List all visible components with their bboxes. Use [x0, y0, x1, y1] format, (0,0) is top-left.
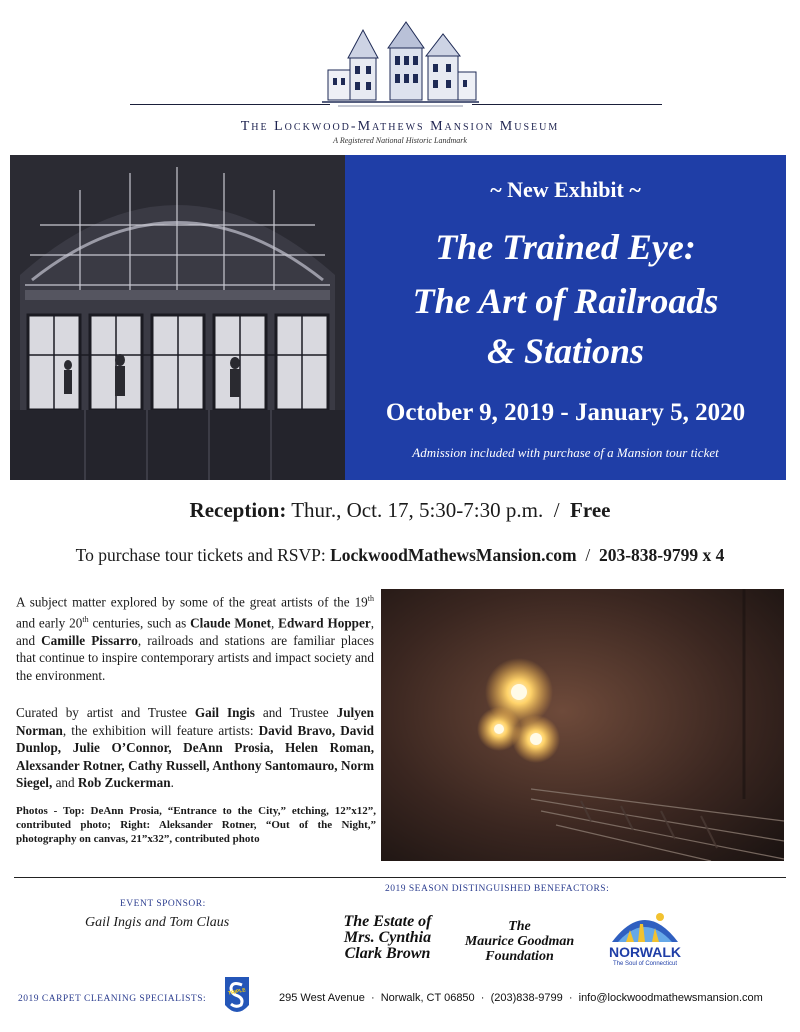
p1-text-4: ,	[270, 615, 279, 631]
benefactor2-line3: Foundation	[485, 949, 554, 964]
new-exhibit-kicker: ~ New Exhibit ~	[490, 177, 641, 202]
p1-text-3: centuries, such as	[88, 615, 191, 631]
p1-text-2: and early 20	[16, 615, 83, 631]
contact-line: 295 West Avenue · Norwalk, CT 06850 · (203)838-9799 · info@lockwoodmathewsmansion.com	[279, 992, 763, 1004]
rsvp-line	[0, 545, 800, 566]
benefactor2-line1: The	[508, 919, 531, 934]
contact-email[interactable]: info@lockwoodmathewsmansion.com	[578, 992, 763, 1004]
curators-paragraph	[16, 704, 374, 792]
p2-text-1: Curated by artist and Trustee	[16, 705, 195, 720]
contact-phone: (203)838-9799	[490, 992, 563, 1004]
p1-sup-1: th	[367, 594, 374, 603]
featured-artists: David Bravo, David Dunlop, Julie O’Connor, DeAnn Prosia, Helen Roman, Alexsander Rotner, Cathy Russell, Anthony Santomauro, Norm Siegel,	[16, 722, 374, 790]
artist-monet: Claude Monet	[190, 615, 271, 631]
p2-text-5: .	[170, 775, 174, 790]
exhibit-title-line-2: The Art of Railroads	[412, 281, 719, 321]
reception-label: Reception:	[189, 498, 287, 522]
p2-text-2: and Trustee	[254, 705, 337, 720]
exhibit-title-line-3: & Stations	[486, 331, 645, 371]
norwalk-logo-text: NORWALK	[608, 944, 682, 960]
artist-hopper: Edward Hopper	[278, 615, 371, 631]
p1-text-6: , railroads and stations are familiar places that continue to inspire contemporary artists and impact society and the environment.	[16, 632, 374, 683]
benefactor1-line2: Mrs. Cynthia	[343, 929, 432, 946]
benefactor1-line3: Clark Brown	[344, 945, 431, 962]
station-entrance-etching	[10, 155, 345, 480]
norwalk-logo	[600, 908, 690, 972]
street-address: 295 West Avenue	[279, 992, 365, 1004]
event-sponsor-name: Gail Ingis and Tom Claus	[85, 915, 230, 930]
mansion-illustration	[318, 18, 483, 108]
exhibit-info-panel	[345, 155, 786, 480]
exhibit-dates: October 9, 2019 - January 5, 2020	[385, 399, 746, 426]
museum-name: The Lockwood-Mathews Mansion Museum	[240, 119, 560, 134]
benefactor1-line1: The Estate of	[343, 913, 432, 930]
rsvp-separator: /	[585, 545, 591, 565]
reception-time: Thur., Oct. 17, 5:30-7:30 p.m.	[291, 498, 544, 522]
p1-text-1: A subject matter explored by some of the great artists of the 19	[16, 594, 368, 610]
triple-s-logo-text: TRIPLE	[227, 987, 247, 997]
p2-text-4: and	[52, 775, 78, 790]
curator-norman: Julyen Norman	[16, 705, 374, 738]
benefactor-maurice-goodman	[452, 919, 587, 964]
artist-pissarro: Camille Pissarro	[41, 632, 138, 648]
benefactor-clark-brown-estate	[330, 914, 445, 962]
benefactors-label: 2019 SEASON DISTINGUISHED BENEFACTORS:	[385, 884, 610, 894]
exhibit-title-line-1: The Trained Eye:	[435, 227, 696, 267]
website-link[interactable]: LockwoodMathewsMansion.com	[330, 545, 577, 565]
city-state-zip: Norwalk, CT 06850	[380, 992, 475, 1004]
admission-note: Admission included with purchase of a Mansion tour ticket	[412, 445, 719, 460]
reception-separator: /	[553, 498, 560, 522]
exhibit-banner	[10, 155, 786, 480]
norwalk-skyline-icon	[608, 908, 682, 944]
rsvp-prefix: To purchase tour tickets and RSVP:	[75, 545, 326, 565]
carpet-sponsor-label: 2019 CARPET CLEANING SPECIALISTS:	[18, 994, 207, 1004]
museum-subtitle: A Registered National Historic Landmark	[333, 136, 467, 145]
reception-price: Free	[570, 498, 611, 522]
curator-ingis: Gail Ingis	[194, 705, 255, 720]
train-night-photo	[381, 589, 784, 861]
footer-rule	[14, 877, 786, 878]
p1-sup-2: th	[82, 614, 89, 624]
reception-line	[0, 498, 800, 523]
photo-credits: Photos - Top: DeAnn Prosia, “Entrance to the City,” etching, 12”x12”, contributed photo; Right: Aleksander Rotner, “Out of the Night,” photography on canvas, 21”x32”, contributed photo	[16, 805, 376, 845]
triple-s-logo	[222, 975, 252, 1019]
rsvp-phone: 203-838-9799 x 4	[598, 545, 725, 565]
norwalk-tagline: The Soul of Connecticut	[612, 961, 678, 967]
artist-zuckerman: Rob Zuckerman	[77, 775, 171, 790]
benefactor2-line2: Maurice Goodman	[464, 934, 575, 949]
p1-text-5: , and	[16, 615, 374, 648]
p2-text-3: , the exhibition will feature artists:	[62, 722, 259, 738]
description-paragraph	[16, 590, 374, 684]
header-rule-left	[130, 104, 330, 105]
event-sponsor-label: EVENT SPONSOR:	[120, 899, 206, 909]
header-rule-right	[472, 104, 662, 105]
